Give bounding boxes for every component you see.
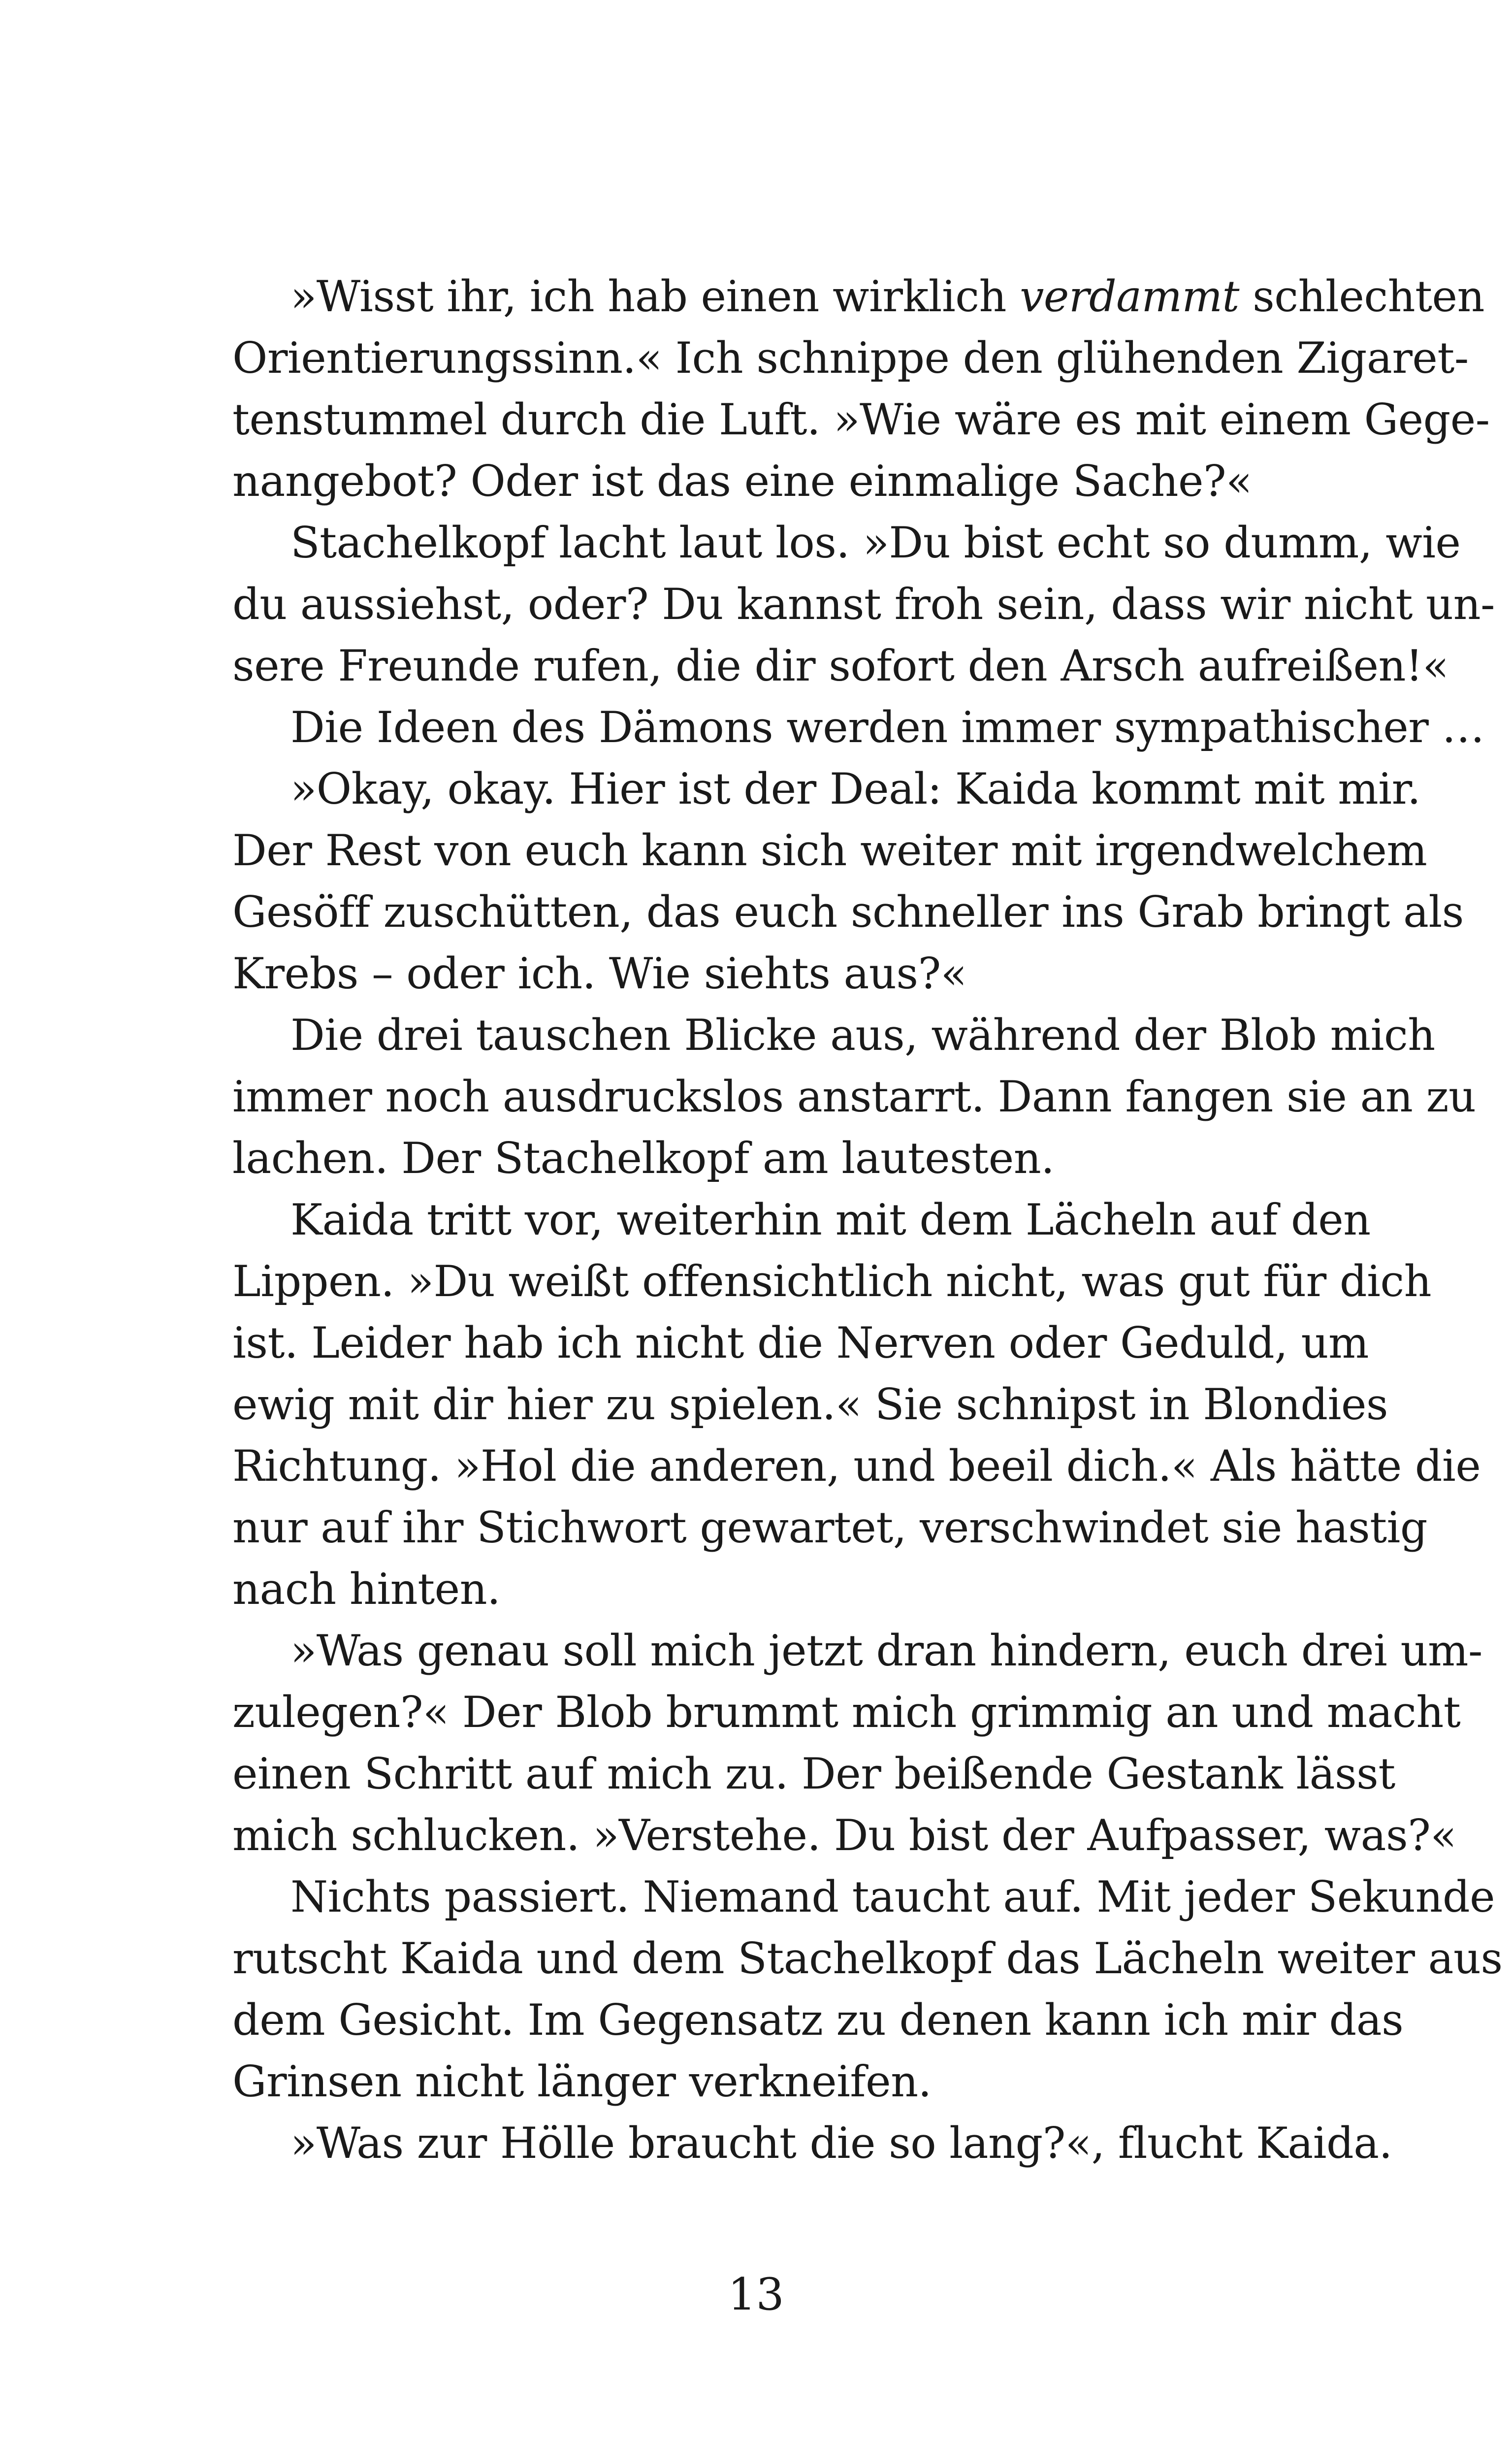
text-line: Gesöff zuschütten, das euch schneller ins Grab bringt als xyxy=(232,887,1464,937)
text-line xyxy=(232,266,1485,327)
text-line: rutscht Kaida und dem Stachelkopf das Lächeln weiter aus xyxy=(232,1933,1503,1984)
text-line: zulegen?« Der Blob brummt mich grimmig an und macht xyxy=(232,1687,1461,1737)
text-line: Lippen. »Du weißt offensichtlich nicht, was gut für dich xyxy=(232,1256,1432,1306)
text-segment: »Wisst ihr, ich hab einen wirklich xyxy=(290,271,1020,322)
text-line: Die Ideen des Dämons werden immer sympathischer … xyxy=(290,702,1485,752)
text-line: Nichts passiert. Niemand taucht auf. Mit jeder Sekunde xyxy=(290,1872,1495,1922)
text-line: nur auf ihr Stichwort gewartet, verschwindet sie hastig xyxy=(232,1502,1428,1553)
text-line: Orientierungssinn.« Ich schnippe den glühenden Zigaret- xyxy=(232,333,1469,383)
text-line: mich schlucken. »Verstehe. Du bist der Aufpasser, was?« xyxy=(232,1810,1457,1860)
text-line: Richtung. »Hol die anderen, und beeil dich.« Als hätte die xyxy=(232,1441,1481,1491)
text-line: »Was genau soll mich jetzt dran hindern, euch drei um- xyxy=(290,1626,1482,1676)
text-line: dem Gesicht. Im Gegensatz zu denen kann ich mir das xyxy=(232,1995,1404,2045)
italic-emphasis: verdammt xyxy=(1020,271,1239,322)
text-line: »Okay, okay. Hier ist der Deal: Kaida kommt mit mir. xyxy=(290,764,1421,814)
text-line: ewig mit dir hier zu spielen.« Sie schnipst in Blondies xyxy=(232,1379,1388,1430)
text-line: Grinsen nicht länger verkneifen. xyxy=(232,2056,932,2107)
text-line: »Was zur Hölle braucht die so lang?«, flucht Kaida. xyxy=(290,2118,1392,2168)
text-line: einen Schritt auf mich zu. Der beißende Gestank lässt xyxy=(232,1749,1395,1799)
body-text xyxy=(232,266,1503,2174)
text-line: Stachelkopf lacht laut los. »Du bist echt so dumm, wie xyxy=(290,518,1461,568)
text-line: immer noch ausdruckslos anstarrt. Dann fangen sie an zu xyxy=(232,1072,1476,1122)
text-line: nach hinten. xyxy=(232,1564,501,1614)
text-line: Die drei tauschen Blicke aus, während der Blob mich xyxy=(290,1010,1435,1060)
text-line: nangebot? Oder ist das eine einmalige Sache?« xyxy=(232,456,1252,506)
text-line: lachen. Der Stachelkopf am lautesten. xyxy=(232,1133,1055,1183)
text-line: Der Rest von euch kann sich weiter mit irgendwelchem xyxy=(232,825,1427,876)
text-segment: schlechten xyxy=(1239,271,1485,322)
text-line: tenstummel durch die Luft. »Wie wäre es mit einem Gege- xyxy=(232,394,1490,445)
text-line: Kaida tritt vor, weiterhin mit dem Lächeln auf den xyxy=(290,1195,1371,1245)
text-line: Krebs – oder ich. Wie siehts aus?« xyxy=(232,948,967,999)
page-number: 13 xyxy=(728,2269,784,2320)
text-line: sere Freunde rufen, die dir sofort den Arsch aufreißen!« xyxy=(232,641,1449,691)
text-line: du aussiehst, oder? Du kannst froh sein, dass wir nicht un- xyxy=(232,579,1495,629)
text-line: ist. Leider hab ich nicht die Nerven oder Geduld, um xyxy=(232,1318,1369,1368)
